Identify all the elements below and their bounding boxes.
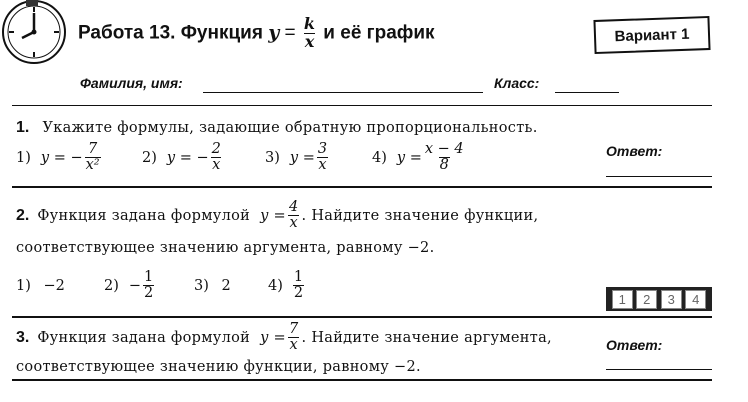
q1-option-4 bbox=[372, 142, 467, 173]
q1-option-1-lhs: y = − bbox=[40, 149, 83, 166]
q3-text-line2: соответствующее значению функции, равному −2. bbox=[16, 359, 421, 375]
q2-text-line2: соответствующее значению аргумента, равному −2. bbox=[16, 240, 435, 256]
q2-formula-num: 4 bbox=[288, 199, 299, 215]
q3-number: 3. bbox=[16, 328, 30, 346]
divider-q3 bbox=[12, 379, 712, 381]
title-text: Работа 13. Функция bbox=[78, 22, 263, 44]
title-suffix: и её график bbox=[323, 22, 435, 44]
q3-formula-fraction bbox=[288, 322, 300, 353]
q1-prompt bbox=[16, 117, 538, 137]
q1-answer-field[interactable] bbox=[606, 176, 712, 177]
q1-option-2 bbox=[142, 142, 224, 173]
q2-option-2-label: 2) bbox=[104, 277, 119, 294]
q2-formula-lhs: y = bbox=[260, 207, 286, 224]
q2-option-4 bbox=[268, 270, 306, 301]
title-fraction bbox=[303, 16, 316, 51]
q2-option-3 bbox=[194, 278, 231, 294]
q2-number: 2. bbox=[16, 206, 30, 224]
name-field-line[interactable] bbox=[203, 92, 483, 93]
variant-badge: Вариант 1 bbox=[593, 16, 710, 54]
q2-answer-box-3[interactable]: 3 bbox=[661, 290, 682, 309]
q1-option-4-den: 8 bbox=[439, 157, 449, 174]
q1-option-2-lhs: y = − bbox=[166, 149, 209, 166]
q1-option-2-num: 2 bbox=[211, 141, 221, 157]
q1-option-1-label: 1) bbox=[16, 149, 31, 166]
q2-option-4-label: 4) bbox=[268, 277, 283, 294]
title-fraction-num: k bbox=[303, 14, 316, 33]
q3-answer-label: Ответ: bbox=[606, 337, 663, 353]
q2-prompt bbox=[16, 200, 538, 231]
q1-option-1-fraction bbox=[85, 142, 101, 173]
q3-formula-num: 7 bbox=[288, 321, 299, 337]
page-title bbox=[78, 16, 435, 51]
divider-q2 bbox=[12, 316, 712, 318]
divider-top bbox=[12, 105, 712, 106]
q1-option-1-den: x² bbox=[85, 157, 100, 174]
q1-option-4-num: x − 4 bbox=[424, 141, 464, 157]
q1-option-1-num: 7 bbox=[87, 141, 98, 157]
title-var-y: y bbox=[268, 21, 280, 44]
q1-option-3-lhs: y = bbox=[289, 149, 315, 166]
q1-option-1 bbox=[16, 142, 103, 173]
q3-formula-den: x bbox=[289, 337, 298, 354]
q1-option-4-label: 4) bbox=[372, 149, 387, 166]
q1-option-2-fraction bbox=[211, 142, 222, 173]
q2-option-1 bbox=[16, 278, 65, 294]
q2-option-3-label: 3) bbox=[194, 278, 209, 294]
q2-option-1-value: −2 bbox=[43, 278, 65, 294]
q2-formula-fraction bbox=[288, 200, 300, 231]
q2-option-4-den: 2 bbox=[293, 285, 304, 302]
q3-text-before: Функция задана формулой bbox=[37, 329, 251, 346]
class-label: Класс: bbox=[494, 75, 540, 91]
q2-answer-box-4[interactable]: 4 bbox=[685, 290, 706, 309]
divider-q1 bbox=[12, 186, 712, 188]
q1-option-3-label: 3) bbox=[265, 149, 280, 166]
q2-option-2-den: 2 bbox=[144, 285, 154, 302]
q1-option-3-fraction bbox=[317, 142, 328, 173]
q3-text-after: . Найдите значение аргумента, bbox=[301, 329, 552, 346]
q2-option-4-num: 1 bbox=[293, 269, 304, 285]
q2-option-1-label: 1) bbox=[16, 278, 31, 294]
q1-option-4-fraction bbox=[424, 142, 465, 173]
q2-answer-box-2[interactable]: 2 bbox=[636, 290, 657, 309]
q1-option-3-num: 3 bbox=[317, 141, 328, 157]
q1-number: 1. bbox=[16, 119, 30, 136]
title-equals: = bbox=[284, 22, 296, 44]
q1-option-3-den: x bbox=[318, 157, 327, 174]
q1-option-3 bbox=[265, 142, 330, 173]
q2-text-after: . Найдите значение функции, bbox=[301, 207, 539, 224]
q1-text: Укажите формулы, задающие обратную пропорциональность. bbox=[42, 120, 538, 136]
q2-option-2 bbox=[104, 270, 156, 301]
q3-answer-field[interactable] bbox=[606, 369, 712, 370]
q3-formula-lhs: y = bbox=[260, 329, 286, 346]
q2-option-2-num: 1 bbox=[144, 269, 154, 285]
q1-answer-label: Ответ: bbox=[606, 143, 663, 159]
q1-option-2-den: x bbox=[212, 157, 221, 174]
q1-option-4-lhs: y = bbox=[396, 149, 422, 166]
q2-text-before: Функция задана формулой bbox=[37, 207, 251, 224]
q2-option-2-fraction bbox=[143, 270, 154, 301]
q1-option-2-label: 2) bbox=[142, 149, 157, 166]
name-label: Фамилия, имя: bbox=[80, 75, 183, 91]
clock-icon bbox=[0, 0, 74, 74]
q2-option-4-fraction bbox=[293, 270, 304, 301]
q2-answer-boxes bbox=[606, 287, 712, 311]
q3-prompt bbox=[16, 322, 552, 353]
q2-option-2-sign: − bbox=[128, 277, 142, 294]
q2-option-3-value: 2 bbox=[221, 278, 231, 294]
class-field-line[interactable] bbox=[555, 92, 619, 93]
q2-formula-den: x bbox=[289, 215, 298, 232]
q2-answer-box-1[interactable]: 1 bbox=[612, 290, 633, 309]
title-fraction-den: x bbox=[304, 31, 315, 51]
